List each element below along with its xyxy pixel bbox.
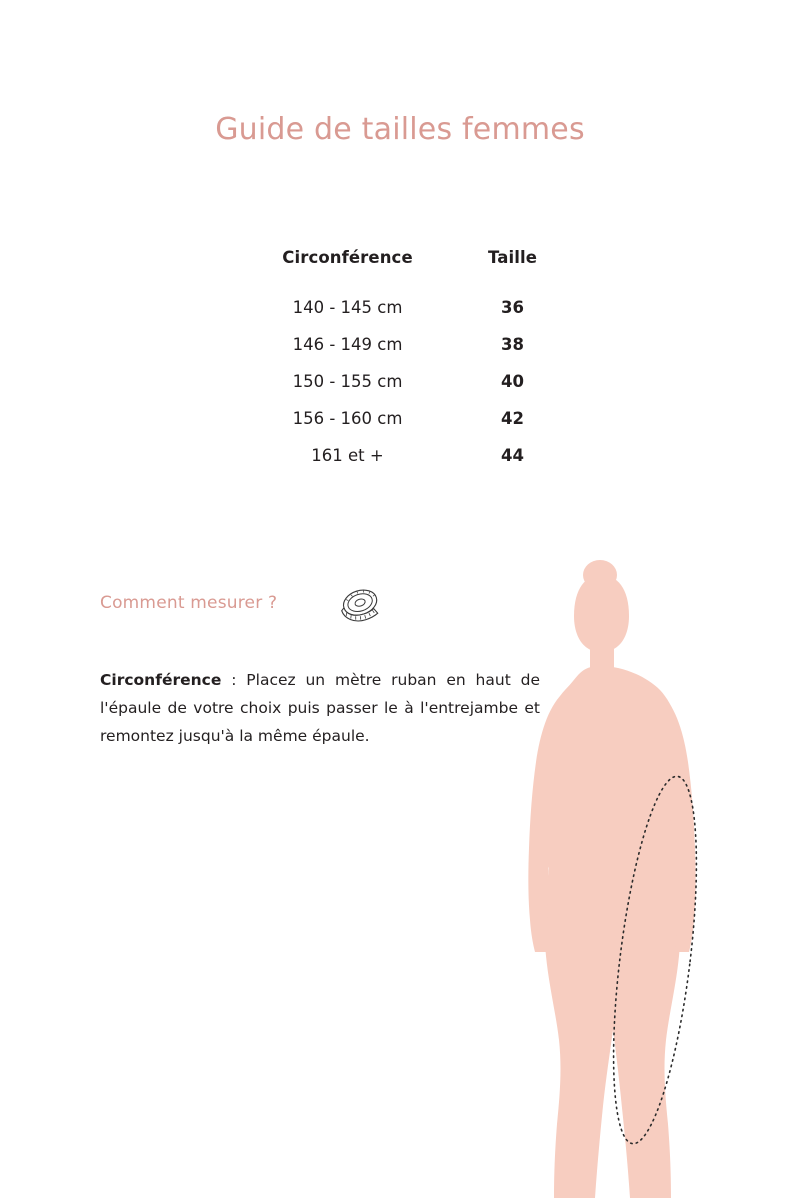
cell-size: 42	[501, 409, 524, 428]
cell-circumference: 156 - 160 cm	[292, 409, 403, 428]
cell-size: 38	[501, 335, 524, 354]
size-table	[240, 248, 570, 474]
cell-size: 36	[501, 298, 524, 317]
cell-circumference: 140 - 145 cm	[292, 298, 403, 317]
cell-circumference: 146 - 149 cm	[292, 335, 403, 354]
female-body-silhouette	[470, 548, 800, 1198]
howto-term: Circonférence	[100, 670, 222, 689]
cell-circumference: 150 - 155 cm	[292, 372, 403, 391]
cell-size: 40	[501, 372, 524, 391]
cell-size: 44	[501, 446, 524, 465]
table-row	[240, 289, 570, 326]
table-row	[240, 400, 570, 437]
column-header-circumference: Circonférence	[282, 248, 413, 267]
table-header-row	[240, 248, 570, 289]
column-header-size: Taille	[487, 248, 538, 267]
page-title: Guide de tailles femmes	[215, 112, 585, 147]
table-row	[240, 437, 570, 474]
howto-heading: Comment mesurer ?	[100, 593, 278, 613]
table-row	[240, 326, 570, 363]
table-row	[240, 363, 570, 400]
howto-text: : Placez un mètre ruban en haut de l'épaule de votre choix puis passer le à l'entrejambe et remontez jusqu'à la même épaule.	[100, 670, 540, 745]
measuring-tape-icon	[338, 578, 386, 626]
cell-circumference: 161 et +	[311, 446, 384, 465]
